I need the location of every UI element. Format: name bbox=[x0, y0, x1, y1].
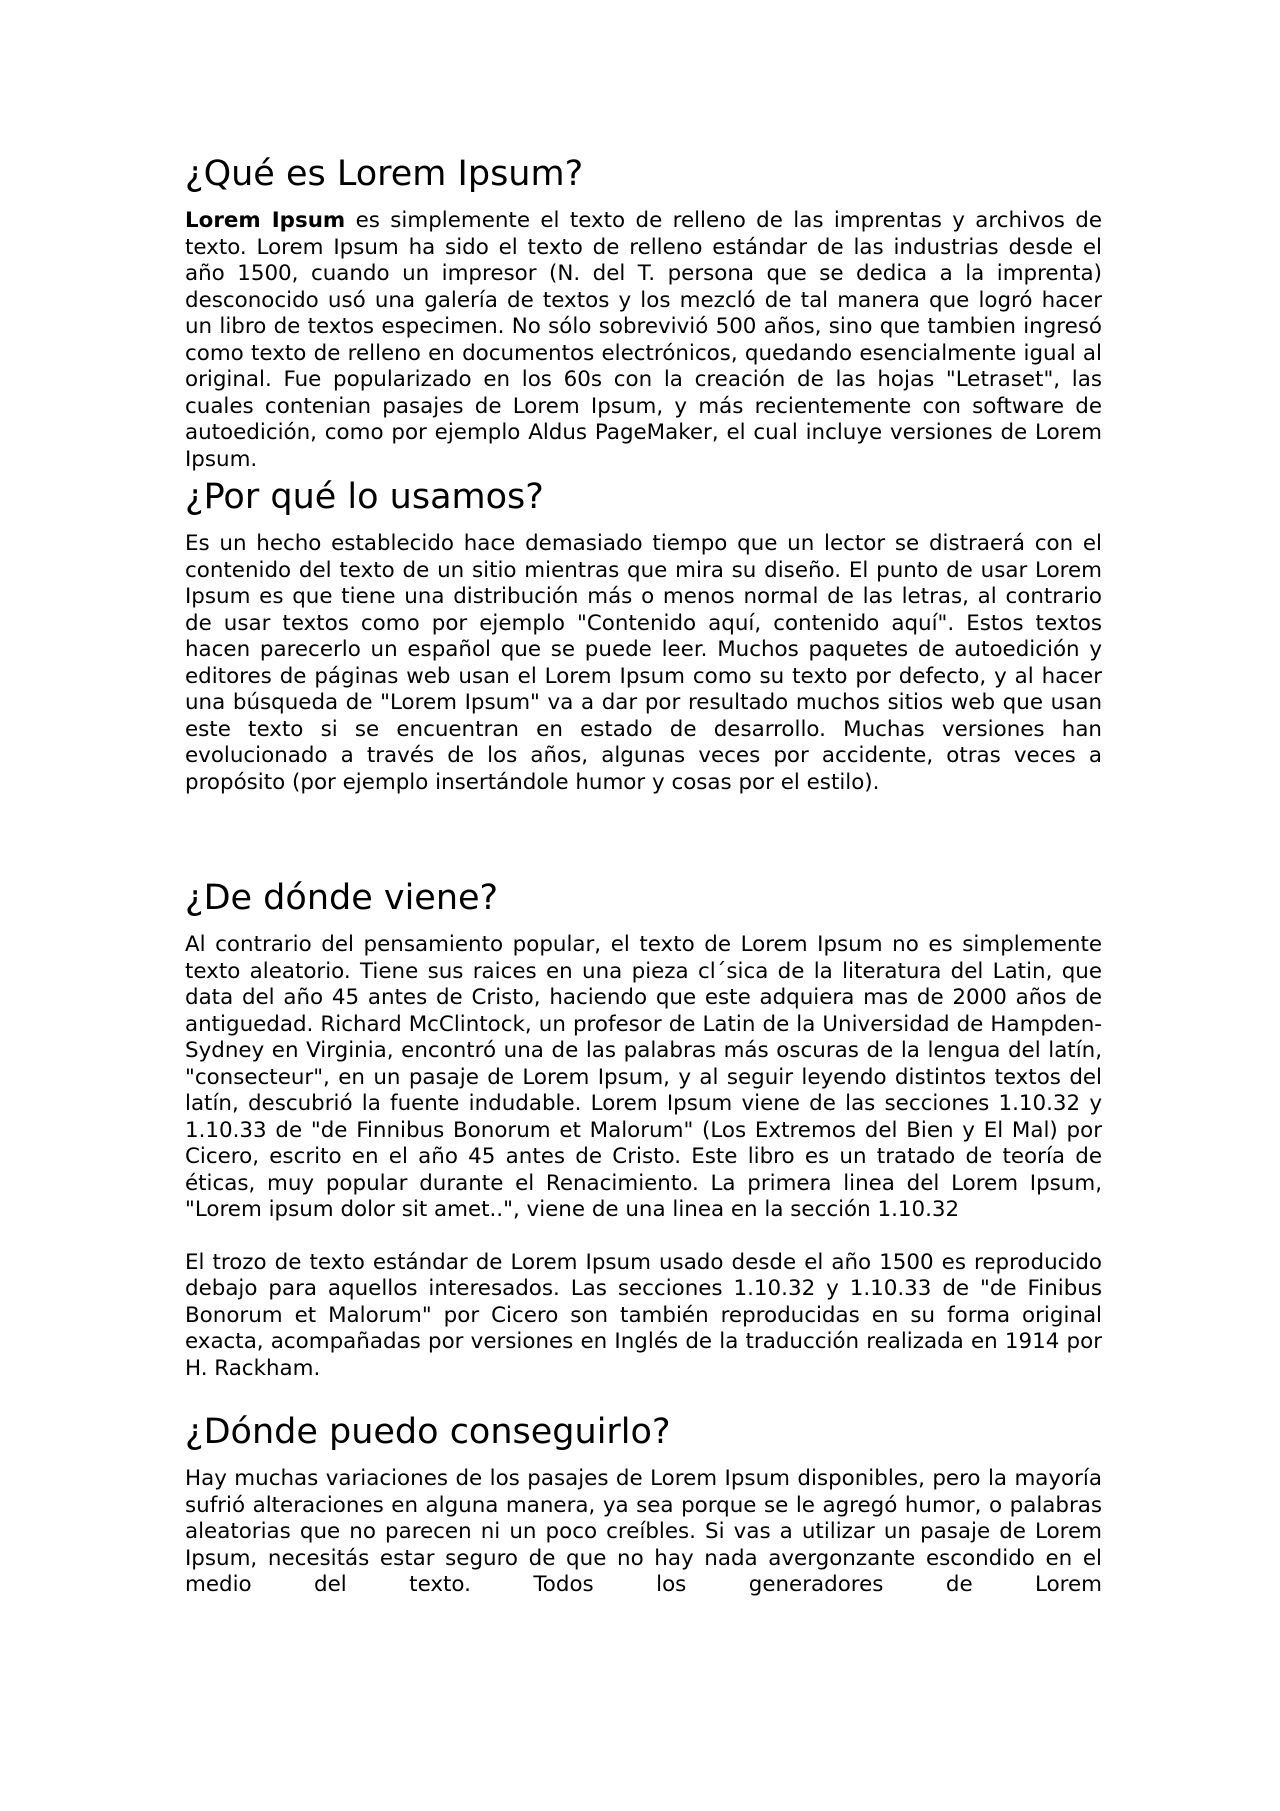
section-title-donde-puedo: ¿Dónde puedo conseguirlo? bbox=[185, 1412, 671, 1452]
document-page bbox=[185, 152, 1102, 1599]
paragraph-por-que: Es un hecho establecido hace demasiado tiempo que un lector se distraerá con el contenido del texto de un sitio mientras que mira su diseño. El punto de usar Lorem Ipsum es que tiene una distribución más o menos normal de las letras, al contrario de usar textos como por ejemplo "Contenido aquí, contenido aquí". Estos textos hacen parecerlo un español que se puede leer. Muchos paquetes de autoedición y editores de páginas web usan el Lorem Ipsum como su texto por defecto, y al hacer una búsqueda de "Lorem Ipsum" va a dar por resultado muchos sitios web que usan este texto si se encuentran en estado de desarrollo. Muchas versiones han evolucionado a través de los años, algunas veces por accidente, otras veces a propósito (por ejemplo insertándole humor y cosas por el estilo). bbox=[185, 531, 1102, 795]
paragraph-de-donde-1: Al contrario del pensamiento popular, el texto de Lorem Ipsum no es simplemente texto aleatorio. Tiene sus raices en una pieza cl´sica de la literatura del Latin, que data del año 45 antes de Cristo, haciendo que este adquiera mas de 2000 años de antiguedad. Richard McClintock, un profesor de Latin de la Universidad de Hampden-Sydney en Virginia, encontró una de las palabras más oscuras de la lengua del latín, "consecteur", en un pasaje de Lorem Ipsum, y al seguir leyendo distintos textos del latín, descubrió la fuente indudable. Lorem Ipsum viene de las secciones 1.10.32 y 1.10.33 de "de Finnibus Bonorum et Malorum" (Los Extremos del Bien y El Mal) por Cicero, escrito en el año 45 antes de Cristo. Este libro es un tratado de teoría de éticas, muy popular durante el Renacimiento. La primera linea del Lorem Ipsum, "Lorem ipsum dolor sit amet..", viene de una linea en la sección 1.10.32 bbox=[185, 932, 1102, 1222]
paragraph-que-es bbox=[185, 208, 1102, 473]
paragraph-donde-puedo: Hay muchas variaciones de los pasajes de Lorem Ipsum disponibles, pero la mayoría sufrió alteraciones en alguna manera, ya sea porque se le agregó humor, o palabras aleatorias que no parecen ni un poco creíbles. Si vas a utilizar un pasaje de Lorem Ipsum, necesitás estar seguro de que no hay nada avergonzante escondido en el medio del texto. Todos los generadores de Lorem bbox=[185, 1466, 1102, 1597]
section-title-por-que: ¿Por qué lo usamos? bbox=[185, 477, 544, 517]
section-title-de-donde: ¿De dónde viene? bbox=[185, 878, 499, 918]
spacer bbox=[185, 1382, 1102, 1410]
paragraph-text: es simplemente el texto de relleno de las imprentas y archivos de texto. Lorem Ipsum ha sido el texto de relleno estándar de las industrias desde el año 1500, cuando un impresor (N. del T. persona que se dedica a la imprenta) desconocido usó una galería de textos y los mezcló de tal manera que logró hacer un libro de textos especimen. No sólo sobrevivió 500 años, sino que tambien ingresó como texto de relleno en documentos electrónicos, quedando esencialmente igual al original. Fue popularizado en los 60s con la creación de las hojas "Letraset", las cuales contenian pasajes de Lorem Ipsum, y más recientemente con software de autoedición, como por ejemplo Aldus PageMaker, el cual incluye versiones de Lorem Ipsum. bbox=[185, 208, 1102, 472]
spacer bbox=[185, 796, 1102, 876]
spacer bbox=[185, 1224, 1102, 1250]
bold-lead: Lorem Ipsum bbox=[185, 208, 346, 233]
paragraph-de-donde-2: El trozo de texto estándar de Lorem Ipsum usado desde el año 1500 es reproducido debajo para aquellos interesados. Las secciones 1.10.32 y 1.10.33 de "de Finibus Bonorum et Malorum" por Cicero son también reproducidas en su forma original exacta, acompañadas por versiones en Inglés de la traducción realizada en 1914 por H. Rackham. bbox=[185, 1249, 1102, 1381]
section-title-que-es: ¿Qué es Lorem Ipsum? bbox=[185, 154, 584, 194]
